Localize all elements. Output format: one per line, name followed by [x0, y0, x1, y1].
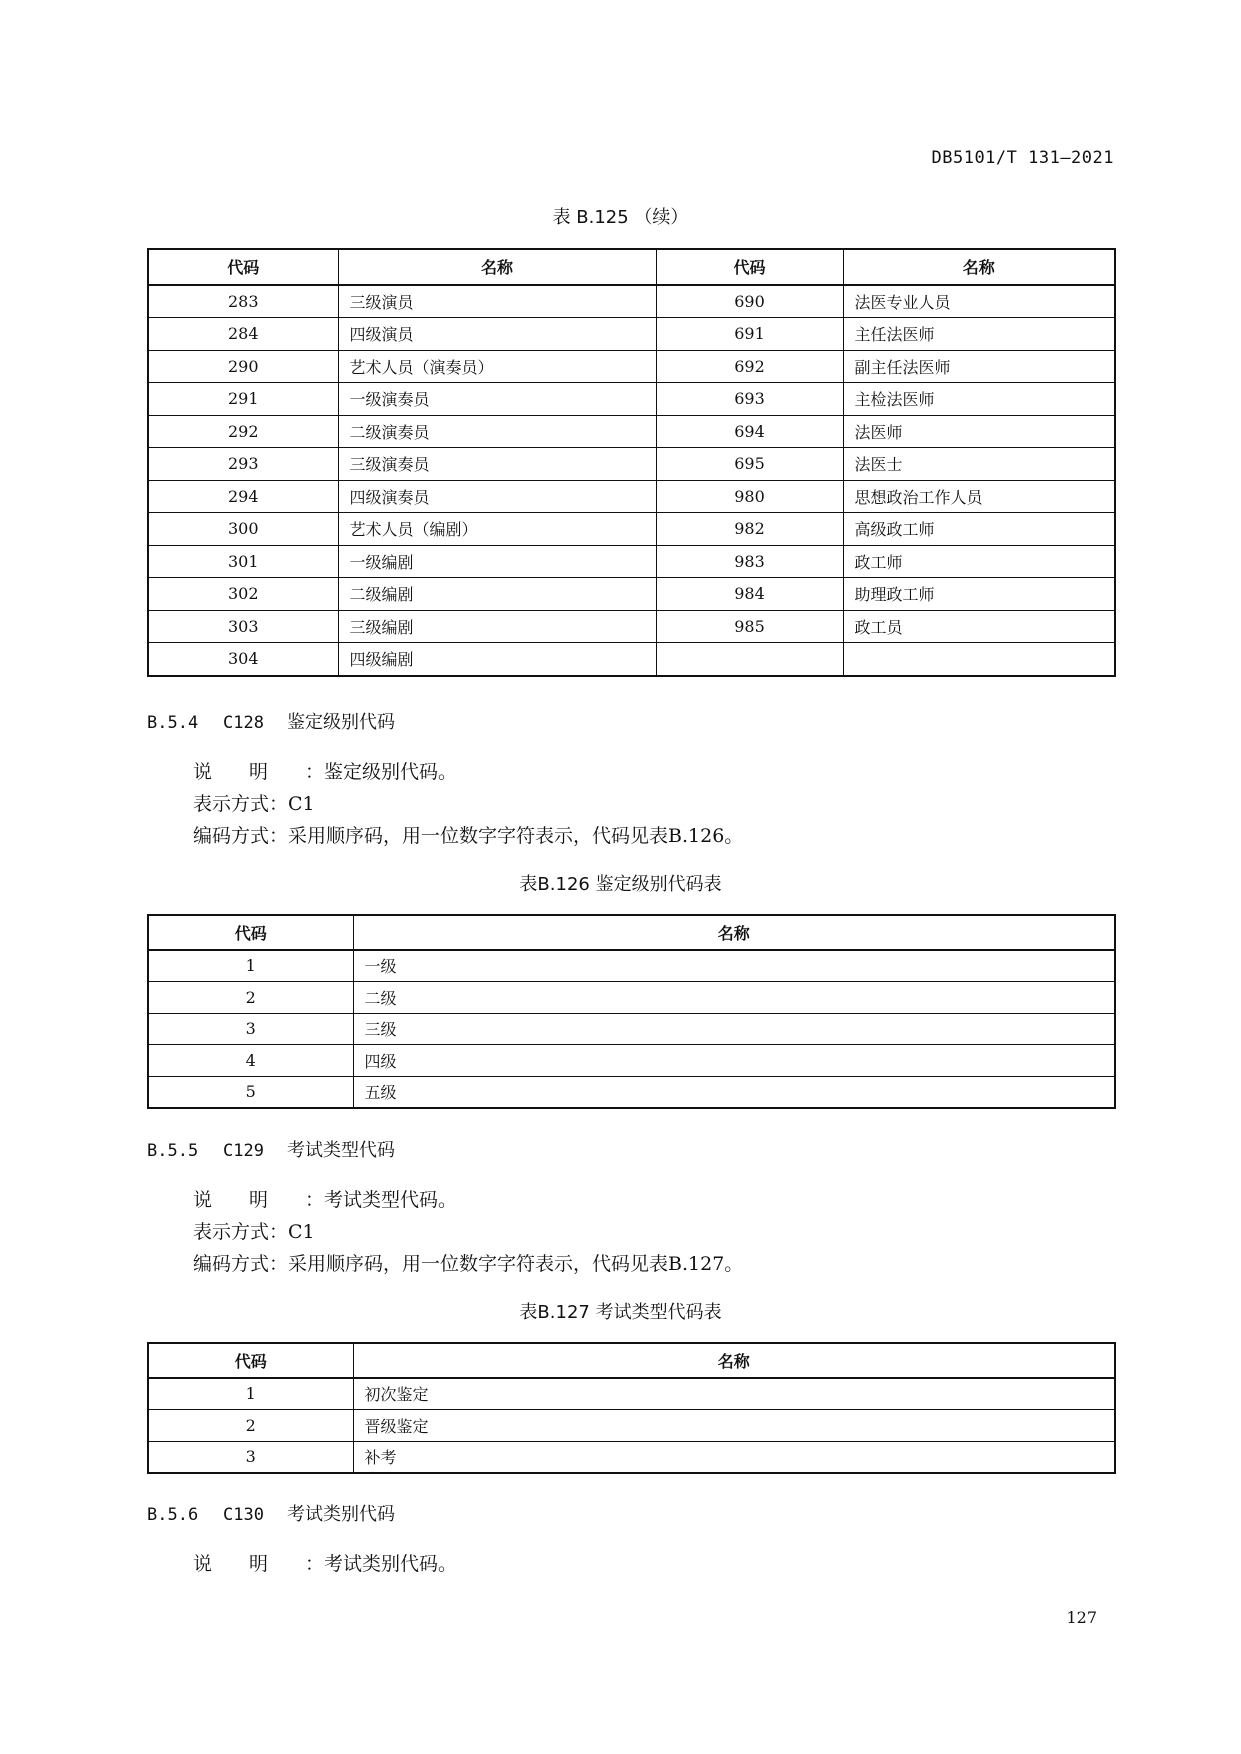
section-code: C130: [223, 1505, 264, 1525]
section-number: B.5.5: [147, 1141, 199, 1161]
table-header-row: [148, 1343, 1115, 1378]
cell-code: 690: [656, 285, 843, 318]
cell-name: 初次鉴定: [353, 1378, 1115, 1410]
col-header-name: 名称: [353, 1343, 1115, 1378]
cell-name: 晋级鉴定: [353, 1410, 1115, 1442]
table-row: [148, 285, 1115, 318]
cell-code: 984: [656, 578, 843, 611]
cell-name: 四级编剧: [338, 643, 656, 676]
cell-name: 一级编剧: [338, 545, 656, 578]
table-row: [148, 383, 1115, 416]
table-row: [148, 950, 1115, 982]
cell-name: 二级演奏员: [338, 415, 656, 448]
cell-code: 302: [148, 578, 338, 611]
section-heading: [147, 708, 395, 734]
section-code: C128: [223, 713, 264, 733]
cell-code: 2: [148, 982, 353, 1014]
col-header-name: 名称: [843, 249, 1115, 285]
table-row: [148, 513, 1115, 546]
description-label: 说明: [193, 1189, 306, 1211]
cell-name: 五级: [353, 1076, 1115, 1108]
table-row: [148, 1045, 1115, 1077]
cell-name: 四级演奏员: [338, 480, 656, 513]
section-heading: [147, 1500, 395, 1526]
representation-line: [193, 789, 315, 816]
cell-name: 四级: [353, 1045, 1115, 1077]
encoding-label: 编码方式：: [193, 1253, 289, 1275]
table-127: [147, 1342, 1116, 1474]
table-row: [148, 643, 1115, 676]
cell-name: 主检法医师: [843, 383, 1115, 416]
description-line: [193, 1549, 457, 1576]
cell-name: 三级编剧: [338, 610, 656, 643]
representation-value: C1: [288, 1221, 315, 1243]
cell-code: 291: [148, 383, 338, 416]
table-row: [148, 545, 1115, 578]
table-row: [148, 318, 1115, 351]
section-heading: [147, 1136, 395, 1162]
cell-name: 一级演奏员: [338, 383, 656, 416]
cell-name: [843, 643, 1115, 676]
cell-code: 694: [656, 415, 843, 448]
col-header-name: 名称: [353, 915, 1115, 950]
cell-name: 思想政治工作人员: [843, 480, 1115, 513]
page-number: 127: [1066, 1608, 1097, 1627]
table-row: [148, 448, 1115, 481]
description-text: ：考试类别代码。: [305, 1553, 458, 1575]
cell-name: 补考: [353, 1441, 1115, 1473]
cell-name: 艺术人员（编剧）: [338, 513, 656, 546]
cell-name: 主任法医师: [843, 318, 1115, 351]
cell-code: 692: [656, 350, 843, 383]
table-127-caption: 表B.127 考试类型代码表: [519, 1302, 722, 1323]
cell-code: 294: [148, 480, 338, 513]
encoding-label: 编码方式：: [193, 825, 289, 847]
cell-name: 一级: [353, 950, 1115, 982]
description-label: 说明: [193, 1553, 306, 1575]
cell-code: 303: [148, 610, 338, 643]
table-row: [148, 1410, 1115, 1442]
encoding-text: 采用顺序码，用一位数字字符表示，代码见表B.126。: [288, 825, 744, 847]
table-row: [148, 578, 1115, 611]
table-header-row: [148, 915, 1115, 950]
table-row: [148, 350, 1115, 383]
cell-name: 二级编剧: [338, 578, 656, 611]
cell-code: 4: [148, 1045, 353, 1077]
cell-code: 301: [148, 545, 338, 578]
col-header-code: 代码: [148, 915, 353, 950]
cell-name: 副主任法医师: [843, 350, 1115, 383]
cell-code: 980: [656, 480, 843, 513]
table-row: [148, 1076, 1115, 1108]
cell-name: 高级政工师: [843, 513, 1115, 546]
cell-code: 3: [148, 1013, 353, 1045]
cell-name: 四级演员: [338, 318, 656, 351]
cell-code: 5: [148, 1076, 353, 1108]
encoding-line: [193, 1249, 743, 1276]
representation-label: 表示方式：: [193, 1221, 289, 1243]
section-title: 鉴定级别代码: [287, 712, 395, 733]
cell-code: 304: [148, 643, 338, 676]
section-number: B.5.4: [147, 713, 199, 733]
description-text: ：考试类型代码。: [305, 1189, 458, 1211]
cell-code: 293: [148, 448, 338, 481]
representation-line: [193, 1217, 315, 1244]
col-header-code: 代码: [656, 249, 843, 285]
section-number: B.5.6: [147, 1505, 199, 1525]
description-line: [193, 1185, 457, 1212]
cell-code: 290: [148, 350, 338, 383]
table-row: [148, 982, 1115, 1014]
section-code: C129: [223, 1141, 264, 1161]
cell-name: 政工员: [843, 610, 1115, 643]
cell-code: 292: [148, 415, 338, 448]
cell-name: 助理政工师: [843, 578, 1115, 611]
table-header-row: [148, 249, 1115, 285]
cell-code: 691: [656, 318, 843, 351]
representation-label: 表示方式：: [193, 793, 289, 815]
cell-code: [656, 643, 843, 676]
encoding-text: 采用顺序码，用一位数字字符表示，代码见表B.127。: [288, 1253, 744, 1275]
cell-name: 三级: [353, 1013, 1115, 1045]
cell-name: 法医士: [843, 448, 1115, 481]
cell-code: 283: [148, 285, 338, 318]
table-row: [148, 1013, 1115, 1045]
col-header-code: 代码: [148, 249, 338, 285]
table-row: [148, 610, 1115, 643]
doc-id-header: DB5101/T 131—2021: [931, 148, 1114, 168]
table-126-caption: 表B.126 鉴定级别代码表: [519, 874, 722, 895]
cell-code: 284: [148, 318, 338, 351]
section-title: 考试类别代码: [287, 1504, 395, 1525]
cell-code: 985: [656, 610, 843, 643]
cell-code: 3: [148, 1441, 353, 1473]
cell-code: 2: [148, 1410, 353, 1442]
table-125: [147, 248, 1116, 677]
table-row: [148, 1441, 1115, 1473]
section-title: 考试类型代码: [287, 1140, 395, 1161]
cell-name: 法医师: [843, 415, 1115, 448]
cell-code: 693: [656, 383, 843, 416]
cell-name: 三级演奏员: [338, 448, 656, 481]
cell-name: 法医专业人员: [843, 285, 1115, 318]
cell-name: 政工师: [843, 545, 1115, 578]
col-header-code: 代码: [148, 1343, 353, 1378]
table-row: [148, 415, 1115, 448]
col-header-name: 名称: [338, 249, 656, 285]
cell-name: 艺术人员（演奏员）: [338, 350, 656, 383]
cell-code: 300: [148, 513, 338, 546]
table-125-caption: 表 B.125 （续）: [552, 207, 689, 228]
cell-name: 二级: [353, 982, 1115, 1014]
cell-code: 982: [656, 513, 843, 546]
representation-value: C1: [288, 793, 315, 815]
cell-code: 983: [656, 545, 843, 578]
encoding-line: [193, 821, 743, 848]
cell-code: 1: [148, 1378, 353, 1410]
description-text: ：鉴定级别代码。: [305, 761, 458, 783]
table-row: [148, 480, 1115, 513]
table-row: [148, 1378, 1115, 1410]
description-label: 说明: [193, 761, 306, 783]
table-126: [147, 914, 1116, 1109]
description-line: [193, 757, 457, 784]
cell-name: 三级演员: [338, 285, 656, 318]
cell-code: 1: [148, 950, 353, 982]
cell-code: 695: [656, 448, 843, 481]
